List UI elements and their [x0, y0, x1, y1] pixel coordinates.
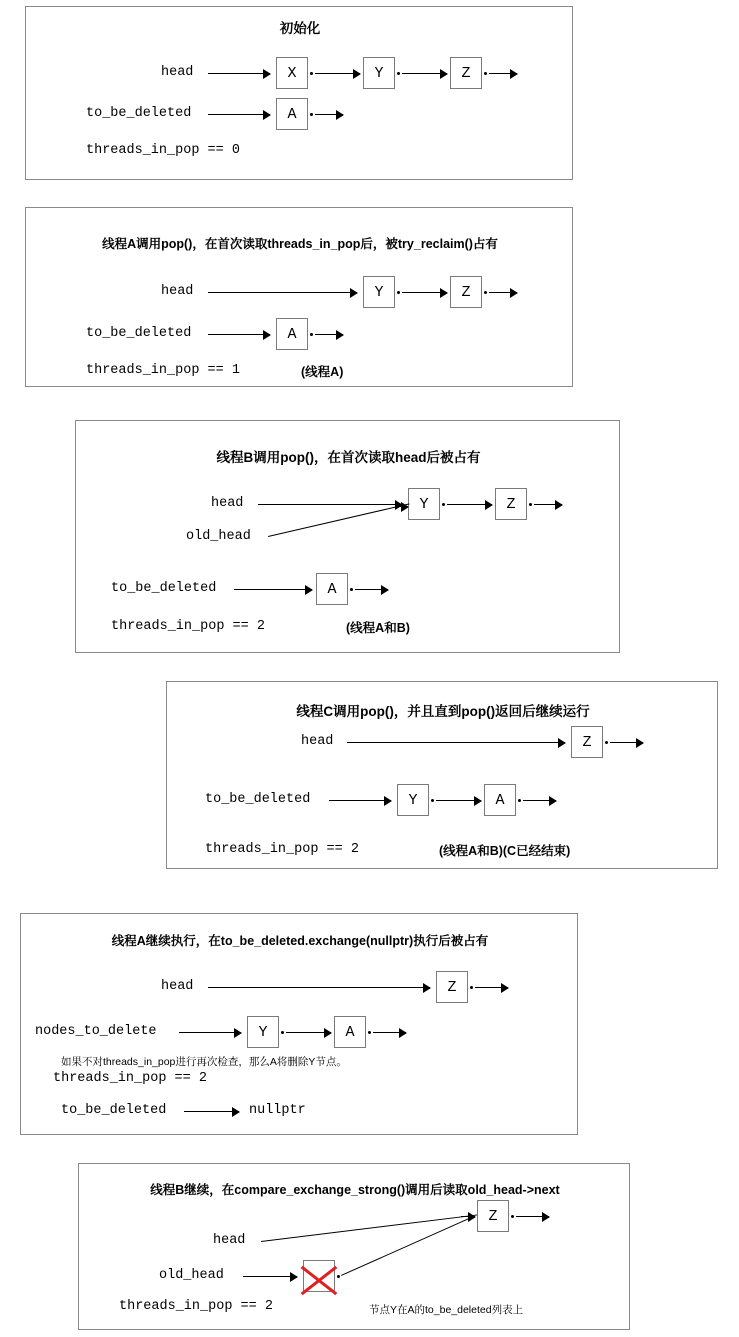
node-y-dot: [431, 799, 434, 802]
panel-title: 初始化: [279, 21, 321, 36]
threads-in-pop-counter: threads_in_pop == 2: [205, 842, 359, 857]
a-tail-arrow: [315, 334, 343, 335]
node-x: X: [276, 57, 308, 89]
panel-title: 线程B继续，在compare_exchange_strong()调用后读取old_head->next: [150, 1183, 560, 1197]
node-z-dot: [484, 72, 487, 75]
head-label: head: [301, 734, 334, 749]
head-label: head: [161, 284, 194, 299]
a-tail-arrow: [315, 114, 343, 115]
node-a: A: [334, 1016, 366, 1048]
old-head-line: [268, 503, 410, 537]
old-head-arrow: [243, 1276, 297, 1277]
node-y: Y: [247, 1016, 279, 1048]
node-y-dot: [397, 291, 400, 294]
node-z: Z: [450, 57, 482, 89]
head-label: head: [211, 496, 244, 511]
a-tail-arrow: [373, 1032, 406, 1033]
y-to-a-arrow: [286, 1032, 331, 1033]
x-to-y-arrow: [315, 73, 360, 74]
panel-thread-c-pop: [166, 681, 718, 869]
y-to-z-line: [341, 1216, 474, 1276]
node-y-dot: [397, 72, 400, 75]
tbd-arrow: [234, 589, 312, 590]
node-z: Z: [450, 276, 482, 308]
threads-in-pop-note: (线程A): [301, 365, 344, 379]
node-y-dot: [442, 503, 445, 506]
z-tail-arrow: [534, 504, 562, 505]
node-a-dot: [310, 333, 313, 336]
z-tail-arrow: [475, 987, 508, 988]
old-head-label: old_head: [159, 1268, 224, 1283]
old-head-arrowhead: [396, 506, 408, 507]
node-y-dot: [281, 1031, 284, 1034]
z-tail-arrow: [489, 73, 517, 74]
node-x-dot: [310, 72, 313, 75]
node-a: A: [276, 98, 308, 130]
node-z-dot: [529, 503, 532, 506]
to-be-deleted-label: to_be_deleted: [111, 581, 217, 596]
threads-in-pop-counter: threads_in_pop == 2: [119, 1299, 273, 1314]
to-be-deleted-label: to_be_deleted: [205, 792, 311, 807]
panel-initialization: [25, 6, 573, 180]
threads-in-pop-counter: threads_in_pop == 2: [111, 619, 265, 634]
node-z: Z: [436, 971, 468, 1003]
node-a: A: [276, 318, 308, 350]
tbd-arrow: [208, 114, 270, 115]
to-be-deleted-label: to_be_deleted: [86, 326, 192, 341]
threads-in-pop-note: (线程A和B)(C已经结束): [439, 844, 571, 858]
node-z: Z: [495, 488, 527, 520]
head-label: head: [161, 979, 194, 994]
node-y: Y: [363, 57, 395, 89]
to-be-deleted-label: to_be_deleted: [61, 1103, 167, 1118]
panel-title: 线程A继续执行，在to_be_deleted.exchange(nullptr)执行后被占有: [111, 934, 489, 948]
to-be-deleted-label: to_be_deleted: [86, 106, 192, 121]
node-y-deleted-dot: [337, 1275, 340, 1278]
head-arrow: [258, 504, 402, 505]
head-arrow: [208, 292, 357, 293]
threads-in-pop-counter: threads_in_pop == 0: [86, 143, 240, 158]
panel-title: 线程C调用pop()，并且直到pop()返回后继续运行: [296, 704, 590, 719]
threads-in-pop-counter: threads_in_pop == 1: [86, 363, 240, 378]
head-arrow: [208, 987, 430, 988]
node-y: Y: [363, 276, 395, 308]
side-note: 节点Y在A的to_be_deleted列表上: [369, 1304, 524, 1316]
nodes-to-delete-label: nodes_to_delete: [35, 1024, 157, 1039]
node-y: Y: [408, 488, 440, 520]
panel-thread-b-continue: [78, 1163, 630, 1330]
threads-in-pop-counter: threads_in_pop == 2: [53, 1071, 207, 1086]
tbd-arrow: [208, 334, 270, 335]
nullptr-label: nullptr: [249, 1103, 306, 1118]
y-to-a-arrow: [436, 800, 481, 801]
node-a: A: [484, 784, 516, 816]
panel-thread-b-pop: [75, 420, 620, 653]
node-a-dot: [310, 113, 313, 116]
old-head-label: old_head: [186, 529, 251, 544]
panel-thread-a-exchange: [20, 913, 578, 1135]
z-tail-arrow: [610, 742, 643, 743]
node-z-dot: [484, 291, 487, 294]
y-to-z-arrow: [402, 292, 447, 293]
node-z-dot: [605, 741, 608, 744]
node-z: Z: [477, 1200, 509, 1232]
y-to-z-arrow: [447, 504, 492, 505]
threads-in-pop-note: (线程A和B): [346, 621, 410, 635]
a-tail-arrow: [523, 800, 556, 801]
y-to-z-arrow: [402, 73, 447, 74]
node-z: Z: [571, 726, 603, 758]
panel-title: 线程A调用pop()，在首次读取threads_in_pop后，被try_reclaim()占有: [102, 237, 498, 251]
node-y: Y: [397, 784, 429, 816]
inline-warning-note: 如果不对threads_in_pop进行再次检查，那么A将删除Y节点。: [61, 1056, 347, 1068]
head-label: head: [161, 65, 194, 80]
node-z-dot: [511, 1215, 514, 1218]
tbd-null-arrow: [184, 1111, 239, 1112]
node-a-dot: [368, 1031, 371, 1034]
z-tail-arrow: [489, 292, 517, 293]
node-z-dot: [470, 986, 473, 989]
nodes-to-delete-arrow: [179, 1032, 241, 1033]
node-a-dot: [518, 799, 521, 802]
head-arrow: [347, 742, 565, 743]
z-tail-arrow: [516, 1216, 549, 1217]
head-label: head: [213, 1233, 246, 1248]
node-a-dot: [350, 588, 353, 591]
node-a: A: [316, 573, 348, 605]
tbd-arrow: [329, 800, 391, 801]
panel-thread-a-reclaim: [25, 207, 573, 387]
panel-title: 线程B调用pop()，在首次读取head后被占有: [216, 450, 481, 465]
head-arrow: [208, 73, 270, 74]
a-tail-arrow: [355, 589, 388, 590]
